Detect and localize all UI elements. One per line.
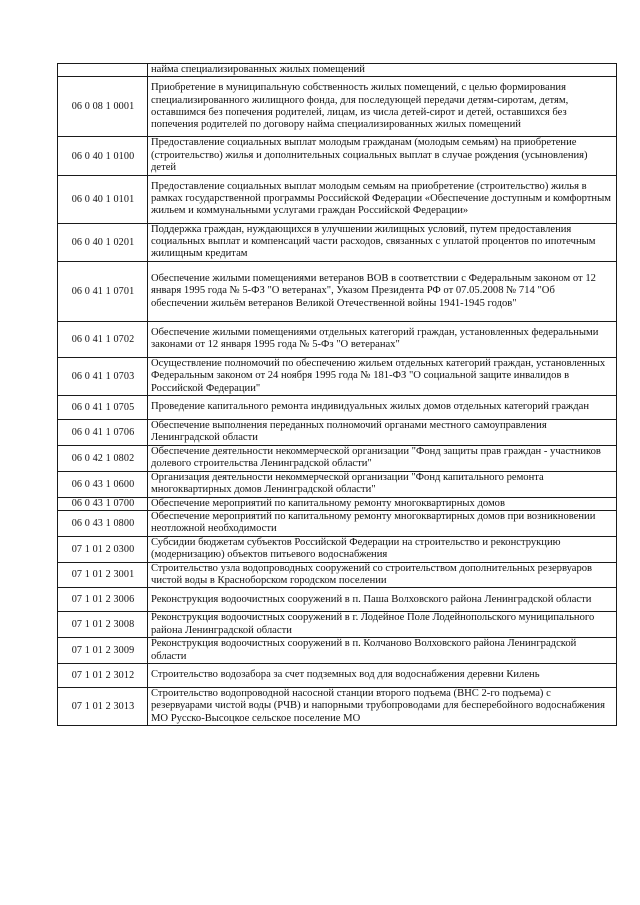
classification-code: 06 0 43 1 0700: [58, 497, 148, 510]
classification-code: 06 0 41 1 0702: [58, 321, 148, 357]
table-row: [58, 396, 617, 420]
table-row: [58, 638, 617, 664]
classification-code: 07 1 01 2 0300: [58, 536, 148, 562]
classification-code: 07 1 01 2 3012: [58, 663, 148, 687]
expense-description: найма специализированных жилых помещений: [148, 64, 617, 77]
table-row: [58, 321, 617, 357]
expense-description: Осуществление полномочий по обеспечению жильем отдельных категорий граждан, установленных Федеральным законом от 24 ноября 1995 года № 181-ФЗ "О социальной защите инвалидов в Российской Федерации": [148, 357, 617, 395]
expense-description: Поддержка граждан, нуждающихся в улучшении жилищных условий, путем предоставления социальных выплат и компенсаций части расходов, связанных с уплатой процентов по ипотечным жилищным кредитам: [148, 223, 617, 261]
table-row: [58, 420, 617, 446]
expense-description: Строительство водопроводной насосной станции второго подъема (ВНС 2-го подъема) с резервуарами чистой воды (РЧВ) и напорными трубопроводами для бесперебойного водоснабжения МО Русско-Высоцкое сельское поселение МО: [148, 687, 617, 725]
table-row: [58, 497, 617, 510]
table-row: [58, 77, 617, 137]
expense-description: Приобретение в муниципальную собственность жилых помещений, с целью формирования специализированного жилищного фонда, для последующей передачи детям-сиротам, детям, оставшимся без попечения родителей, лицам, из числа детей-сирот и детей, оставшихся без попечения родителей по договору найма специализированных жилых помещений: [148, 77, 617, 137]
table-row: [58, 588, 617, 612]
expense-description: Субсидии бюджетам субъектов Российской Федерации на строительство и реконструкцию (модернизацию) объектов питьевого водоснабжения: [148, 536, 617, 562]
table-row: [58, 261, 617, 321]
classification-code: 06 0 43 1 0800: [58, 510, 148, 536]
classification-code: 07 1 01 2 3006: [58, 588, 148, 612]
classification-code: 07 1 01 2 3008: [58, 612, 148, 638]
expense-description: Обеспечение жилыми помещениями отдельных категорий граждан, установленных федеральными законами от 12 января 1995 года № 5-Фз "О ветеранах": [148, 321, 617, 357]
classification-code: 06 0 43 1 0600: [58, 471, 148, 497]
table-row: [58, 137, 617, 175]
expense-description: Проведение капитального ремонта индивидуальных жилых домов отдельных категорий граждан: [148, 396, 617, 420]
classification-code: 06 0 41 1 0706: [58, 420, 148, 446]
classification-code: 06 0 41 1 0705: [58, 396, 148, 420]
table-row: [58, 471, 617, 497]
classification-code: 07 1 01 2 3009: [58, 638, 148, 664]
expense-description: Реконструкция водоочистных сооружений в п. Колчаново Волховского района Ленинградской области: [148, 638, 617, 664]
classification-code: 06 0 42 1 0802: [58, 445, 148, 471]
table-row: [58, 663, 617, 687]
table-row: [58, 612, 617, 638]
table-row: [58, 510, 617, 536]
table-row: [58, 64, 617, 77]
expense-description: Строительство водозабора за счет подземных вод для водоснабжения деревни Килень: [148, 663, 617, 687]
table-row: [58, 562, 617, 588]
expense-description: Организация деятельности некоммерческой организации "Фонд капитального ремонта многоквартирных домов Ленинградской области": [148, 471, 617, 497]
classification-code: 06 0 40 1 0201: [58, 223, 148, 261]
expense-description: Реконструкция водоочистных сооружений в п. Паша Волховского района Ленинградской области: [148, 588, 617, 612]
table-row: [58, 536, 617, 562]
expense-description: Реконструкция водоочистных сооружений в г. Лодейное Поле Лодейнопольского муниципального района Ленинградской области: [148, 612, 617, 638]
table-row: [58, 445, 617, 471]
classification-code: 06 0 41 1 0703: [58, 357, 148, 395]
table-row: [58, 687, 617, 725]
expense-description: Обеспечение деятельности некоммерческой организации "Фонд защиты прав граждан - участников долевого строительства Ленинградской области": [148, 445, 617, 471]
classification-code: 07 1 01 2 3001: [58, 562, 148, 588]
classification-code: 06 0 40 1 0101: [58, 175, 148, 223]
expense-description: Строительство узла водопроводных сооружений со строительством дополнительных резервуаров чистой воды в Красноборском городском поселении: [148, 562, 617, 588]
expense-description: Обеспечение выполнения переданных полномочий органами местного самоуправления Ленинградской области: [148, 420, 617, 446]
expense-description: Обеспечение мероприятий по капитальному ремонту многоквартирных домов: [148, 497, 617, 510]
expense-description: Обеспечение жилыми помещениями ветеранов ВОВ в соответствии с Федеральным законом от 12 января 1995 года № 5-ФЗ "О ветеранах", Указом Президента РФ от 07.05.2008 № 714 "Об обеспечении жильём ветеранов Великой Отечественной войны 1941-1945 годов": [148, 261, 617, 321]
classification-code: 07 1 01 2 3013: [58, 687, 148, 725]
classification-code: [58, 64, 148, 77]
budget-classification-table: [57, 63, 617, 726]
table-body: [58, 64, 617, 726]
expense-description: Предоставление социальных выплат молодым семьям на приобретение (строительство) жилья в рамках государственной программы Российской Федерации «Обеспечение доступным и комфортным жильем и коммунальными услугами граждан Российской Федерации»: [148, 175, 617, 223]
expense-description: Обеспечение мероприятий по капитальному ремонту многоквартирных домов при возникновении неотложной необходимости: [148, 510, 617, 536]
table-row: [58, 357, 617, 395]
classification-code: 06 0 41 1 0701: [58, 261, 148, 321]
expense-description: Предоставление социальных выплат молодым гражданам (молодым семьям) на приобретение (строительство) жилья и дополнительных социальных выплат в случае рождения (усыновления) детей: [148, 137, 617, 175]
table-row: [58, 175, 617, 223]
classification-code: 06 0 40 1 0100: [58, 137, 148, 175]
table-row: [58, 223, 617, 261]
classification-code: 06 0 08 1 0001: [58, 77, 148, 137]
